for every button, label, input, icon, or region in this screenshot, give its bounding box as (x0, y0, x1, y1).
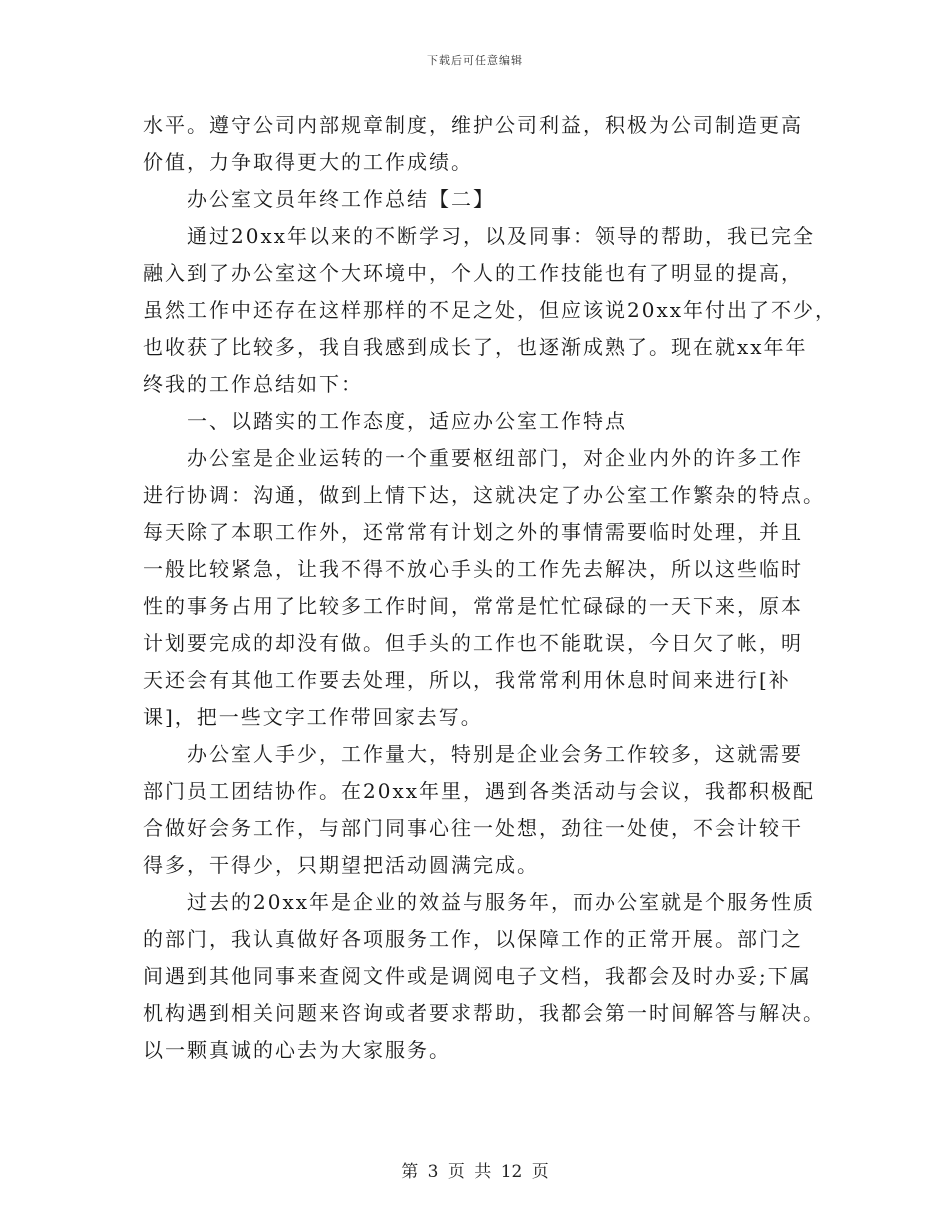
text-line: 办公室人手少，工作量大，特别是企业会务工作较多，这就需要 (187, 742, 803, 766)
text-line: 融入到了办公室这个大环境中，个人的工作技能也有了明显的提高， (143, 261, 803, 285)
text-line: 一、以踏实的工作态度，适应办公室工作特点 (187, 409, 627, 433)
text-line: 天还会有其他工作要去处理，所以，我常常利用休息时间来进行[补 (143, 668, 791, 692)
text-line: 每天除了本职工作外，还常常有计划之外的事情需要临时处理，并且 (143, 520, 803, 544)
text-line: 计划要完成的却没有做。但手头的工作也不能耽误，今日欠了帐，明 (143, 631, 803, 655)
text-line: 间遇到其他同事来查阅文件或是调阅电子文档，我都会及时办妥;下属 (143, 964, 812, 988)
text-line: 过去的20xx年是企业的效益与服务年，而办公室就是个服务性质 (187, 890, 816, 914)
text-line: 性的事务占用了比较多工作时间，常常是忙忙碌碌的一天下来，原本 (143, 594, 803, 618)
text-line: 进行协调：沟通，做到上情下达，这就决定了办公室工作繁杂的特点。 (143, 483, 825, 507)
page-number: 第 3 页 共 12 页 (401, 1162, 549, 1182)
document-body (143, 107, 838, 1069)
text-line: 的部门，我认真做好各项服务工作，以保障工作的正常开展。部门之 (143, 927, 803, 951)
text-line: 终我的工作总结如下： (143, 372, 363, 396)
text-line: 通过20xx年以来的不断学习，以及同事：领导的帮助，我已完全 (187, 224, 816, 248)
text-line: 课]，把一些文字工作带回家去写。 (143, 705, 483, 729)
text-line: 价值，力争取得更大的工作成绩。 (143, 150, 473, 174)
text-line: 水平。遵守公司内部规章制度，维护公司利益，积极为公司制造更高 (143, 113, 803, 137)
text-line: 虽然工作中还存在这样那样的不足之处，但应该说20xx年付出了不少， (143, 298, 838, 322)
text-line: 一般比较紧急，让我不得不放心手头的工作先去解决，所以这些临时 (143, 557, 803, 581)
text-line: 办公室是企业运转的一个重要枢纽部门，对企业内外的许多工作 (187, 446, 803, 470)
page-header-note: 下载后可任意编辑 (427, 54, 523, 67)
text-line: 办公室文员年终工作总结【二】 (187, 187, 495, 211)
text-line: 以一颗真诚的心去为大家服务。 (143, 1038, 451, 1062)
text-line: 也收获了比较多，我自我感到成长了，也逐渐成熟了。现在就xx年年 (143, 335, 808, 359)
text-line: 合做好会务工作，与部门同事心往一处想，劲往一处使，不会计较干 (143, 816, 803, 840)
text-line: 机构遇到相关问题来咨询或者要求帮助，我都会第一时间解答与解决。 (143, 1001, 825, 1025)
text-line: 部门员工团结协作。在20xx年里，遇到各类活动与会议，我都积极配 (143, 779, 816, 803)
text-line: 得多，干得少，只期望把活动圆满完成。 (143, 853, 539, 877)
